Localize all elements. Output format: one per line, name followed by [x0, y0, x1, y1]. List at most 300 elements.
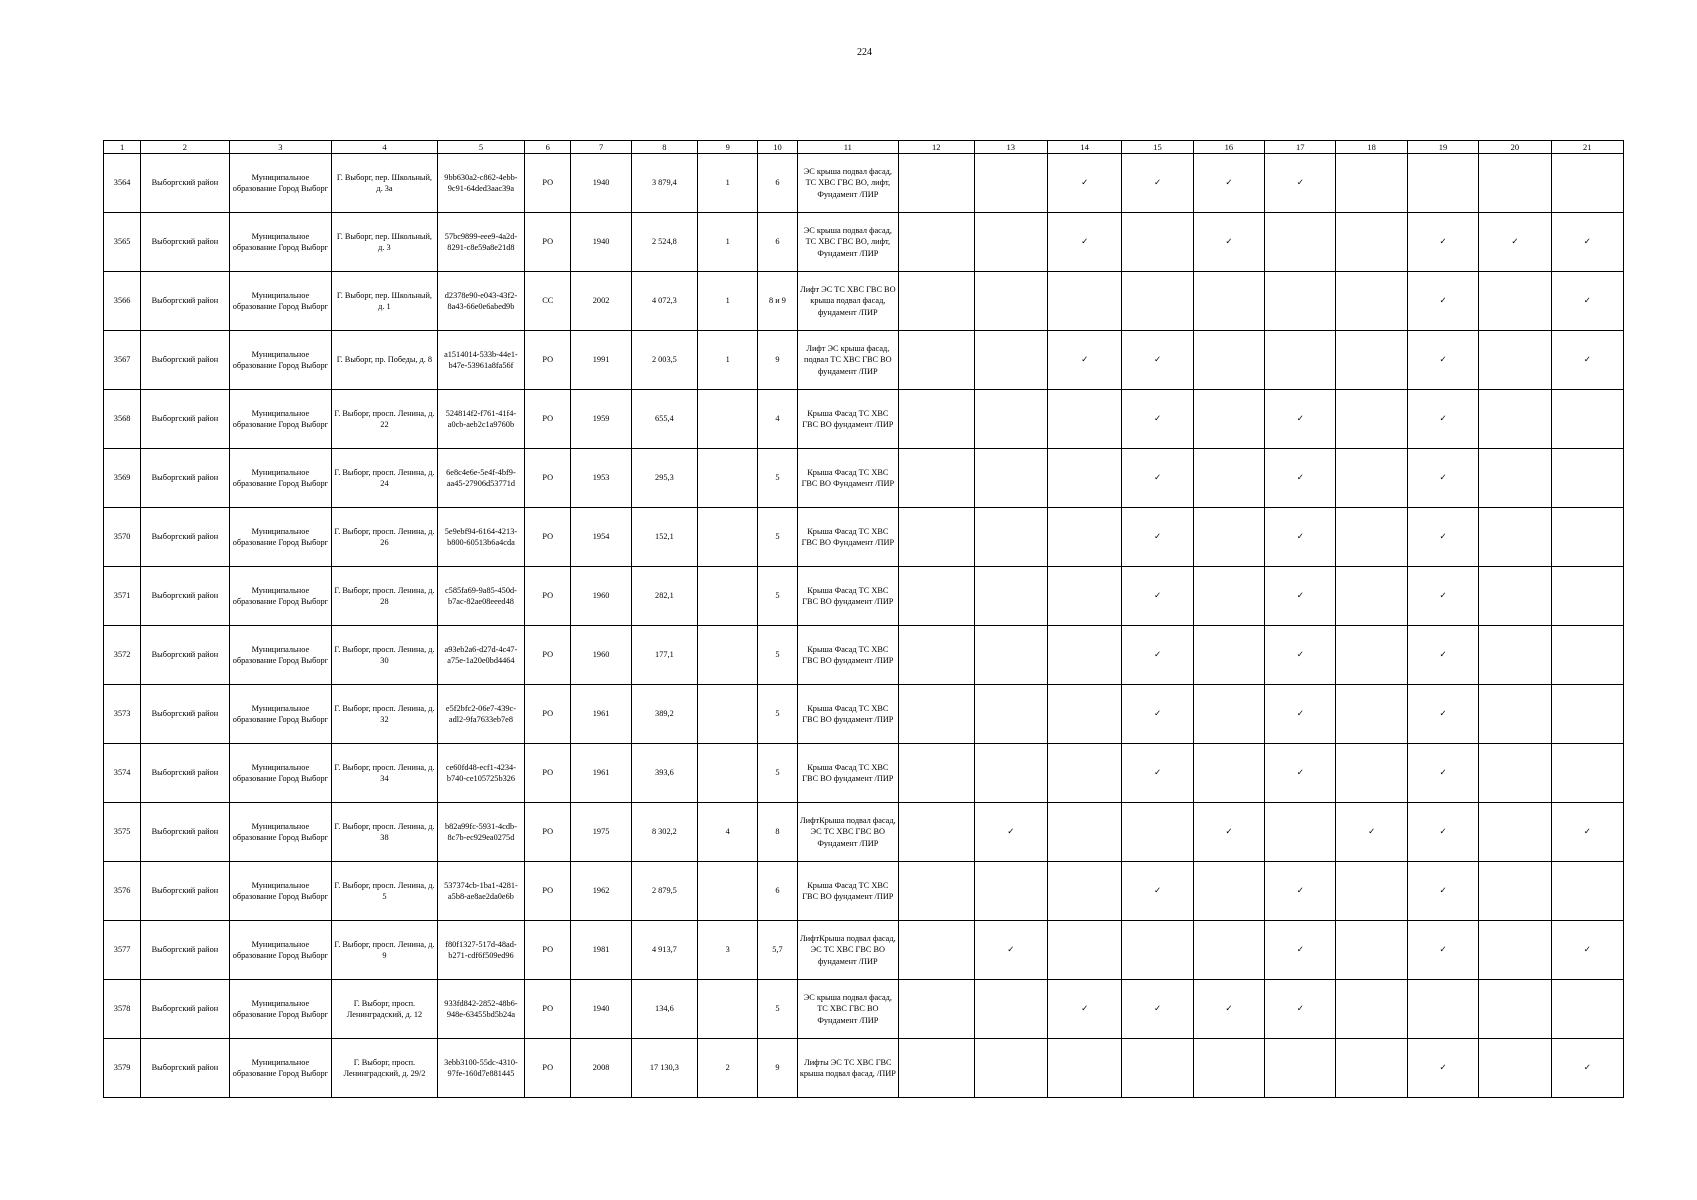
- check-cell-12: [899, 390, 974, 449]
- checkmark-icon: ✓: [1153, 414, 1161, 424]
- check-cell-15: [1122, 980, 1193, 1039]
- checkmark-icon: ✓: [1153, 591, 1161, 601]
- check-cell-21: [1551, 154, 1623, 213]
- check-cell-13: [974, 567, 1047, 626]
- column-header-10: 10: [758, 141, 797, 154]
- column-header-7: 7: [571, 141, 631, 154]
- column-9-cell: 4: [698, 803, 758, 862]
- checkmark-icon: ✓: [1439, 237, 1447, 247]
- check-cell-13: [974, 508, 1047, 567]
- check-cell-12: [899, 1039, 974, 1098]
- check-cell-13: [974, 390, 1047, 449]
- checkmark-icon: ✓: [1153, 768, 1161, 778]
- municipality-cell: Муниципальное образование Город Выборг: [229, 567, 332, 626]
- column-header-12: 12: [899, 141, 974, 154]
- year-cell: 1975: [571, 803, 631, 862]
- checkmark-icon: ✓: [1081, 237, 1089, 247]
- checkmark-icon: ✓: [1439, 827, 1447, 837]
- check-cell-15: [1122, 626, 1193, 685]
- municipality-cell: Муниципальное образование Город Выборг: [229, 1039, 332, 1098]
- area-cell: 134,6: [631, 980, 697, 1039]
- column-9-cell: 2: [698, 1039, 758, 1098]
- year-cell: 1962: [571, 862, 631, 921]
- area-cell: 393,6: [631, 744, 697, 803]
- check-cell-17: [1265, 980, 1336, 1039]
- address-cell: Г. Выборг, пер. Школьный, д. 1: [332, 272, 438, 331]
- table-row: [104, 862, 1624, 921]
- column-9-cell: [698, 567, 758, 626]
- check-cell-16: [1193, 154, 1264, 213]
- area-cell: 2 003,5: [631, 331, 697, 390]
- check-cell-15: [1122, 331, 1193, 390]
- guid-cell: a1514014-533b-44e1-b47e-53961a8fa56f: [437, 331, 524, 390]
- checkmark-icon: ✓: [1439, 709, 1447, 719]
- check-cell-17: [1265, 449, 1336, 508]
- year-cell: 1959: [571, 390, 631, 449]
- checkmark-icon: ✓: [1296, 591, 1304, 601]
- check-cell-19: [1407, 862, 1478, 921]
- check-cell-13: [974, 685, 1047, 744]
- district-cell: Выборгский район: [141, 862, 229, 921]
- check-cell-16: [1193, 921, 1264, 980]
- column-10-cell: 5,7: [758, 921, 797, 980]
- check-cell-12: [899, 508, 974, 567]
- check-cell-16: [1193, 980, 1264, 1039]
- check-cell-16: [1193, 331, 1264, 390]
- table-row: [104, 567, 1624, 626]
- check-cell-16: [1193, 449, 1264, 508]
- works-cell: Крыша Фасад ТС ХВС ГВС ВО фундамент /ПИР: [797, 744, 899, 803]
- check-cell-13: [974, 1039, 1047, 1098]
- table-row: [104, 390, 1624, 449]
- check-cell-19: [1407, 567, 1478, 626]
- check-cell-16: [1193, 685, 1264, 744]
- checkmark-icon: ✓: [1225, 237, 1233, 247]
- area-cell: 2 524,8: [631, 213, 697, 272]
- year-cell: 1960: [571, 626, 631, 685]
- check-cell-19: [1407, 1039, 1478, 1098]
- check-cell-14: [1047, 744, 1121, 803]
- municipality-cell: Муниципальное образование Город Выборг: [229, 508, 332, 567]
- column-header-19: 19: [1407, 141, 1478, 154]
- checkmark-icon: ✓: [1296, 414, 1304, 424]
- column-header-6: 6: [525, 141, 571, 154]
- check-cell-20: [1479, 626, 1551, 685]
- district-cell: Выборгский район: [141, 390, 229, 449]
- check-cell-12: [899, 567, 974, 626]
- row-number-cell: 3578: [104, 980, 141, 1039]
- guid-cell: d2378e90-e043-43f2-8a43-66e0e6abed9b: [437, 272, 524, 331]
- district-cell: Выборгский район: [141, 154, 229, 213]
- check-cell-13: [974, 980, 1047, 1039]
- check-cell-12: [899, 685, 974, 744]
- check-cell-15: [1122, 154, 1193, 213]
- type-cell: РО: [525, 154, 571, 213]
- column-header-21: 21: [1551, 141, 1623, 154]
- works-cell: Крыша Фасад ТС ХВС ГВС ВО фундамент /ПИР: [797, 862, 899, 921]
- column-9-cell: [698, 626, 758, 685]
- check-cell-14: [1047, 803, 1121, 862]
- area-cell: 295,3: [631, 449, 697, 508]
- check-cell-12: [899, 449, 974, 508]
- column-10-cell: 6: [758, 862, 797, 921]
- year-cell: 1954: [571, 508, 631, 567]
- checkmark-icon: ✓: [1439, 296, 1447, 306]
- check-cell-21: [1551, 921, 1623, 980]
- check-cell-17: [1265, 862, 1336, 921]
- check-cell-20: [1479, 803, 1551, 862]
- address-cell: Г. Выборг, просп. Ленинградский, д. 12: [332, 980, 438, 1039]
- row-number-cell: 3579: [104, 1039, 141, 1098]
- checkmark-icon: ✓: [1439, 591, 1447, 601]
- check-cell-18: [1336, 980, 1407, 1039]
- check-cell-14: [1047, 213, 1121, 272]
- check-cell-18: [1336, 331, 1407, 390]
- check-cell-21: [1551, 213, 1623, 272]
- guid-cell: 9bb630a2-c862-4ebb-9c91-64ded3aac39a: [437, 154, 524, 213]
- check-cell-13: [974, 213, 1047, 272]
- check-cell-21: [1551, 272, 1623, 331]
- district-cell: Выборгский район: [141, 213, 229, 272]
- check-cell-21: [1551, 803, 1623, 862]
- type-cell: РО: [525, 744, 571, 803]
- checkmark-icon: ✓: [1007, 945, 1015, 955]
- checkmark-icon: ✓: [1296, 532, 1304, 542]
- checkmark-icon: ✓: [1439, 1063, 1447, 1073]
- check-cell-16: [1193, 803, 1264, 862]
- municipality-cell: Муниципальное образование Город Выборг: [229, 744, 332, 803]
- area-cell: 4 072,3: [631, 272, 697, 331]
- check-cell-19: [1407, 331, 1478, 390]
- area-cell: 282,1: [631, 567, 697, 626]
- table-row: [104, 1039, 1624, 1098]
- check-cell-15: [1122, 1039, 1193, 1098]
- type-cell: РО: [525, 331, 571, 390]
- address-cell: Г. Выборг, пр. Победы, д. 8: [332, 331, 438, 390]
- checkmark-icon: ✓: [1296, 768, 1304, 778]
- column-9-cell: [698, 390, 758, 449]
- row-number-cell: 3571: [104, 567, 141, 626]
- checkmark-icon: ✓: [1007, 827, 1015, 837]
- table-row: [104, 685, 1624, 744]
- check-cell-13: [974, 862, 1047, 921]
- check-cell-20: [1479, 567, 1551, 626]
- check-cell-21: [1551, 508, 1623, 567]
- table-body: [104, 154, 1624, 1098]
- check-cell-14: [1047, 508, 1121, 567]
- checkmark-icon: ✓: [1296, 945, 1304, 955]
- column-header-18: 18: [1336, 141, 1407, 154]
- check-cell-15: [1122, 390, 1193, 449]
- row-number-cell: 3577: [104, 921, 141, 980]
- type-cell: СС: [525, 272, 571, 331]
- column-10-cell: 5: [758, 744, 797, 803]
- municipality-cell: Муниципальное образование Город Выборг: [229, 980, 332, 1039]
- checkmark-icon: ✓: [1153, 886, 1161, 896]
- district-cell: Выборгский район: [141, 331, 229, 390]
- check-cell-13: [974, 921, 1047, 980]
- check-cell-17: [1265, 1039, 1336, 1098]
- check-cell-15: [1122, 567, 1193, 626]
- address-cell: Г. Выборг, просп. Ленина, д. 32: [332, 685, 438, 744]
- address-cell: Г. Выборг, пер. Школьный, д. 3: [332, 213, 438, 272]
- check-cell-12: [899, 803, 974, 862]
- address-cell: Г. Выборг, просп. Ленина, д. 22: [332, 390, 438, 449]
- check-cell-19: [1407, 213, 1478, 272]
- municipality-cell: Муниципальное образование Город Выборг: [229, 685, 332, 744]
- works-cell: ЭС крыша подвал фасад, ТС ХВС ГВС ВО, лифт, Фундамент /ПИР: [797, 154, 899, 213]
- guid-cell: f80f1327-517d-48ad-b271-cdf6f509ed96: [437, 921, 524, 980]
- municipality-cell: Муниципальное образование Город Выборг: [229, 213, 332, 272]
- column-9-cell: 1: [698, 331, 758, 390]
- check-cell-21: [1551, 626, 1623, 685]
- check-cell-20: [1479, 213, 1551, 272]
- district-cell: Выборгский район: [141, 744, 229, 803]
- checkmark-icon: ✓: [1153, 1004, 1161, 1014]
- works-cell: ЛифтКрыша подвал фасад, ЭС ТС ХВС ГВС ВО Фундамент /ПИР: [797, 803, 899, 862]
- check-cell-17: [1265, 803, 1336, 862]
- area-cell: 8 302,2: [631, 803, 697, 862]
- check-cell-17: [1265, 921, 1336, 980]
- checkmark-icon: ✓: [1296, 178, 1304, 188]
- checkmark-icon: ✓: [1296, 650, 1304, 660]
- check-cell-14: [1047, 390, 1121, 449]
- check-cell-14: [1047, 980, 1121, 1039]
- check-cell-15: [1122, 803, 1193, 862]
- check-cell-14: [1047, 272, 1121, 331]
- column-10-cell: 5: [758, 685, 797, 744]
- check-cell-16: [1193, 744, 1264, 803]
- year-cell: 1991: [571, 331, 631, 390]
- column-9-cell: [698, 508, 758, 567]
- check-cell-21: [1551, 685, 1623, 744]
- checkmark-icon: ✓: [1583, 296, 1591, 306]
- table-row: [104, 272, 1624, 331]
- works-cell: Крыша Фасад ТС ХВС ГВС ВО Фундамент /ПИР: [797, 508, 899, 567]
- check-cell-15: [1122, 744, 1193, 803]
- check-cell-21: [1551, 744, 1623, 803]
- column-header-13: 13: [974, 141, 1047, 154]
- check-cell-12: [899, 862, 974, 921]
- checkmark-icon: ✓: [1296, 1004, 1304, 1014]
- type-cell: РО: [525, 626, 571, 685]
- check-cell-19: [1407, 980, 1478, 1039]
- check-cell-14: [1047, 921, 1121, 980]
- check-cell-18: [1336, 154, 1407, 213]
- check-cell-15: [1122, 213, 1193, 272]
- check-cell-19: [1407, 921, 1478, 980]
- check-cell-12: [899, 980, 974, 1039]
- check-cell-21: [1551, 980, 1623, 1039]
- check-cell-20: [1479, 272, 1551, 331]
- works-cell: Крыша Фасад ТС ХВС ГВС ВО Фундамент /ПИР: [797, 449, 899, 508]
- check-cell-20: [1479, 390, 1551, 449]
- column-9-cell: 1: [698, 154, 758, 213]
- district-cell: Выборгский район: [141, 567, 229, 626]
- table-row: [104, 331, 1624, 390]
- district-cell: Выборгский район: [141, 803, 229, 862]
- guid-cell: b82a99fc-5931-4cdb-8c7b-ec929ea0275d: [437, 803, 524, 862]
- year-cell: 1981: [571, 921, 631, 980]
- column-10-cell: 5: [758, 508, 797, 567]
- column-header-20: 20: [1479, 141, 1551, 154]
- type-cell: РО: [525, 449, 571, 508]
- checkmark-icon: ✓: [1583, 237, 1591, 247]
- year-cell: 1961: [571, 685, 631, 744]
- works-cell: Крыша Фасад ТС ХВС ГВС ВО фундамент /ПИР: [797, 567, 899, 626]
- column-10-cell: 5: [758, 980, 797, 1039]
- check-cell-17: [1265, 213, 1336, 272]
- check-cell-16: [1193, 272, 1264, 331]
- district-cell: Выборгский район: [141, 272, 229, 331]
- check-cell-13: [974, 331, 1047, 390]
- column-10-cell: 6: [758, 154, 797, 213]
- municipality-cell: Муниципальное образование Город Выборг: [229, 331, 332, 390]
- check-cell-15: [1122, 449, 1193, 508]
- district-cell: Выборгский район: [141, 685, 229, 744]
- address-cell: Г. Выборг, просп. Ленинградский, д. 29/2: [332, 1039, 438, 1098]
- district-cell: Выборгский район: [141, 1039, 229, 1098]
- column-9-cell: 1: [698, 272, 758, 331]
- column-10-cell: 4: [758, 390, 797, 449]
- guid-cell: a93eb2a6-d27d-4c47-a75e-1a20e0bd4464: [437, 626, 524, 685]
- type-cell: РО: [525, 390, 571, 449]
- column-header-8: 8: [631, 141, 697, 154]
- type-cell: РО: [525, 980, 571, 1039]
- year-cell: 2002: [571, 272, 631, 331]
- check-cell-20: [1479, 1039, 1551, 1098]
- area-cell: 2 879,5: [631, 862, 697, 921]
- works-cell: Лифт ЭС крыша фасад, подвал ТС ХВС ГВС ВО фундамент /ПИР: [797, 331, 899, 390]
- column-9-cell: 1: [698, 213, 758, 272]
- check-cell-20: [1479, 449, 1551, 508]
- guid-cell: 57bc9899-eee9-4a2d-8291-c8e59a8e21d8: [437, 213, 524, 272]
- check-cell-20: [1479, 331, 1551, 390]
- row-number-cell: 3569: [104, 449, 141, 508]
- check-cell-12: [899, 213, 974, 272]
- column-10-cell: 5: [758, 567, 797, 626]
- check-cell-20: [1479, 685, 1551, 744]
- check-cell-18: [1336, 685, 1407, 744]
- district-cell: Выборгский район: [141, 508, 229, 567]
- column-10-cell: 5: [758, 626, 797, 685]
- municipality-cell: Муниципальное образование Город Выборг: [229, 390, 332, 449]
- checkmark-icon: ✓: [1296, 886, 1304, 896]
- checkmark-icon: ✓: [1153, 178, 1161, 188]
- checkmark-icon: ✓: [1439, 650, 1447, 660]
- municipality-cell: Муниципальное образование Город Выборг: [229, 154, 332, 213]
- checkmark-icon: ✓: [1296, 473, 1304, 483]
- check-cell-20: [1479, 921, 1551, 980]
- check-cell-17: [1265, 508, 1336, 567]
- address-cell: Г. Выборг, просп. Ленина, д. 5: [332, 862, 438, 921]
- check-cell-19: [1407, 744, 1478, 803]
- check-cell-13: [974, 154, 1047, 213]
- check-cell-20: [1479, 862, 1551, 921]
- municipality-cell: Муниципальное образование Город Выборг: [229, 921, 332, 980]
- column-header-14: 14: [1047, 141, 1121, 154]
- check-cell-12: [899, 921, 974, 980]
- year-cell: 1960: [571, 567, 631, 626]
- check-cell-20: [1479, 154, 1551, 213]
- checkmark-icon: ✓: [1081, 178, 1089, 188]
- check-cell-14: [1047, 449, 1121, 508]
- district-cell: Выборгский район: [141, 980, 229, 1039]
- checkmark-icon: ✓: [1153, 355, 1161, 365]
- check-cell-19: [1407, 685, 1478, 744]
- check-cell-17: [1265, 744, 1336, 803]
- table-row: [104, 154, 1624, 213]
- municipality-cell: Муниципальное образование Город Выборг: [229, 449, 332, 508]
- check-cell-12: [899, 272, 974, 331]
- table-row: [104, 213, 1624, 272]
- checkmark-icon: ✓: [1153, 532, 1161, 542]
- type-cell: РО: [525, 803, 571, 862]
- check-cell-18: [1336, 1039, 1407, 1098]
- table-row: [104, 921, 1624, 980]
- table-row: [104, 449, 1624, 508]
- check-cell-14: [1047, 567, 1121, 626]
- works-cell: ЛифтКрыша подвал фасад, ЭС ТС ХВС ГВС ВО фундамент /ПИР: [797, 921, 899, 980]
- column-header-17: 17: [1265, 141, 1336, 154]
- checkmark-icon: ✓: [1583, 1063, 1591, 1073]
- checkmark-icon: ✓: [1439, 355, 1447, 365]
- check-cell-18: [1336, 213, 1407, 272]
- column-10-cell: 8 и 9: [758, 272, 797, 331]
- checkmark-icon: ✓: [1439, 532, 1447, 542]
- check-cell-20: [1479, 508, 1551, 567]
- check-cell-21: [1551, 449, 1623, 508]
- type-cell: РО: [525, 921, 571, 980]
- type-cell: РО: [525, 213, 571, 272]
- check-cell-14: [1047, 626, 1121, 685]
- works-cell: Лифты ЭС ТС ХВС ГВС крыша подвал фасад, /ПИР: [797, 1039, 899, 1098]
- row-number-cell: 3567: [104, 331, 141, 390]
- area-cell: 177,1: [631, 626, 697, 685]
- address-cell: Г. Выборг, просп. Ленина, д. 38: [332, 803, 438, 862]
- municipality-cell: Муниципальное образование Город Выборг: [229, 803, 332, 862]
- guid-cell: 6e8c4e6e-5e4f-4bf9-aa45-27906d53771d: [437, 449, 524, 508]
- checkmark-icon: ✓: [1153, 650, 1161, 660]
- check-cell-18: [1336, 272, 1407, 331]
- checkmark-icon: ✓: [1583, 945, 1591, 955]
- address-cell: Г. Выборг, пер. Школьный, д. 3а: [332, 154, 438, 213]
- check-cell-16: [1193, 1039, 1264, 1098]
- table-row: [104, 744, 1624, 803]
- row-number-cell: 3566: [104, 272, 141, 331]
- column-9-cell: [698, 449, 758, 508]
- check-cell-20: [1479, 980, 1551, 1039]
- check-cell-12: [899, 331, 974, 390]
- column-10-cell: 9: [758, 331, 797, 390]
- year-cell: 1940: [571, 154, 631, 213]
- column-header-1: 1: [104, 141, 141, 154]
- column-header-4: 4: [332, 141, 438, 154]
- check-cell-15: [1122, 508, 1193, 567]
- check-cell-17: [1265, 331, 1336, 390]
- works-cell: Крыша Фасад ТС ХВС ГВС ВО фундамент /ПИР: [797, 390, 899, 449]
- check-cell-18: [1336, 626, 1407, 685]
- check-cell-15: [1122, 272, 1193, 331]
- type-cell: РО: [525, 685, 571, 744]
- check-cell-21: [1551, 567, 1623, 626]
- address-cell: Г. Выборг, просп. Ленина, д. 28: [332, 567, 438, 626]
- row-number-cell: 3576: [104, 862, 141, 921]
- check-cell-16: [1193, 213, 1264, 272]
- area-cell: 655,4: [631, 390, 697, 449]
- district-cell: Выборгский район: [141, 921, 229, 980]
- district-cell: Выборгский район: [141, 449, 229, 508]
